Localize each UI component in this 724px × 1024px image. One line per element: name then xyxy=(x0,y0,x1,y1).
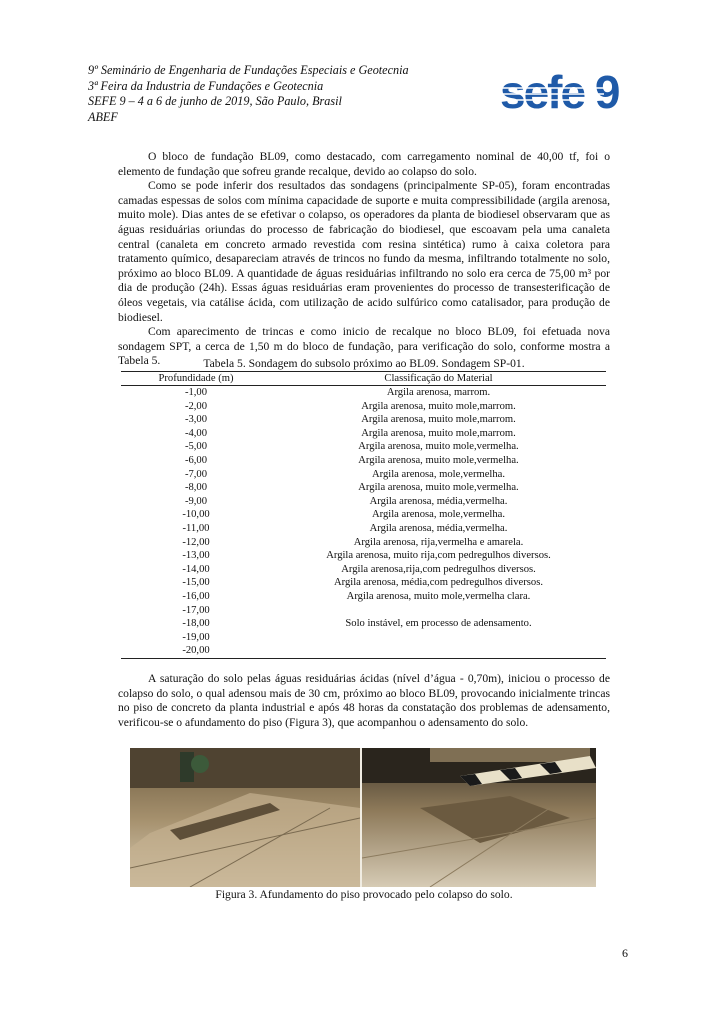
classification-cell xyxy=(271,631,606,645)
figure-caption: Figura 3. Afundamento do piso provocado pelo colapso do solo. xyxy=(215,888,513,901)
header-event-date: SEFE 9 – 4 a 6 de junho de 2019, São Paulo, Brasil xyxy=(88,94,342,108)
depth-cell: -17,00 xyxy=(182,604,210,616)
soil-table xyxy=(121,371,606,659)
depth-cell: -12,00 xyxy=(182,536,210,548)
classification-cell: Solo instável, em processo de adensamento. xyxy=(345,618,532,630)
depth-cell: -14,00 xyxy=(182,563,210,575)
classification-cell: Argila arenosa, muito mole,marrom. xyxy=(361,400,516,412)
depth-cell: -1,00 xyxy=(184,387,208,398)
table-row xyxy=(121,644,606,658)
depth-cell: -18,00 xyxy=(182,618,210,630)
depth-cell: -3,00 xyxy=(184,414,208,426)
table-5 xyxy=(118,357,610,659)
table-row xyxy=(121,590,606,604)
table-caption: Tabela 5. Sondagem do subsolo próximo ao BL09. Sondagem SP-01. xyxy=(203,357,525,370)
table-row xyxy=(121,549,606,563)
depth-cell: -6,00 xyxy=(184,454,208,466)
header-classification: Classificação do Material xyxy=(271,372,606,386)
header-fair: 3ª Feira da Industria de Fundações e Geotecnia xyxy=(88,78,324,93)
logo-text: sefe 9 xyxy=(500,66,619,118)
header-organization: ABEF xyxy=(88,109,118,124)
classification-cell xyxy=(271,644,606,658)
depth-cell: -5,00 xyxy=(184,441,208,453)
depth-cell: -10,00 xyxy=(182,509,210,521)
classification-cell: Argila arenosa, média,com pedregulhos diversos. xyxy=(334,577,543,589)
table-header-row xyxy=(121,372,606,386)
classification-cell: Argila arenosa, muito rija,com pedregulhos diversos. xyxy=(326,550,551,562)
paragraph-4: A saturação do solo pelas águas residuárias ácidas (nível d’água - 0,70m), iniciou o processo de colapso do solo, o qual adensou mais de 30 cm, próximo ao bloco BL09, provocando inicialmente trincas no piso de concreto da planta industrial e após 48 horas da constatação dos problemas de adensamento, verificou-se o afundamento do piso (Figura 3), que acompanhou o adensamento do solo. xyxy=(118,672,610,729)
depth-cell: -7,00 xyxy=(184,468,208,480)
classification-cell: Argila arenosa, muito mole,vermelha. xyxy=(358,454,519,466)
sefe9-logo xyxy=(500,64,648,126)
classification-cell: Argila arenosa, mole,vermelha. xyxy=(371,468,506,480)
table-row xyxy=(121,386,606,400)
depth-cell: -9,00 xyxy=(184,495,208,507)
paragraph-3: Com aparecimento de trincas e como inicio de recalque no bloco BL09, foi efetuada nova sondagem SPT, a cerca de 1,50 m do bloco de fundação, para verificação do solo, conforme mostra a Tabela 5. xyxy=(118,325,610,368)
classification-cell: Argila arenosa, muito mole,marrom. xyxy=(361,414,516,426)
body-paragraphs xyxy=(118,150,610,369)
depth-cell: -11,00 xyxy=(182,522,210,534)
depth-cell: -19,00 xyxy=(182,631,210,643)
table-row xyxy=(121,522,606,536)
classification-cell: Argila arenosa, muito mole,marrom. xyxy=(361,427,516,439)
depth-cell: -15,00 xyxy=(182,577,210,589)
table-row xyxy=(121,495,606,509)
figure-3-photo xyxy=(130,748,596,887)
classification-cell: Argila arenosa, muito mole,vermelha clara. xyxy=(346,590,531,602)
header-depth: Profundidade (m) xyxy=(121,372,271,386)
classification-cell: Argila arenosa, muito mole,vermelha. xyxy=(358,482,519,494)
depth-cell: -20,00 xyxy=(121,644,271,658)
table-row xyxy=(121,481,606,495)
table-row xyxy=(121,468,606,482)
page-number: 6 xyxy=(622,946,628,960)
classification-cell: Argila arenosa, muito mole,vermelha. xyxy=(358,441,519,453)
header-seminar: 9º Seminário de Engenharia de Fundações Especiais e Geotecnia xyxy=(88,63,409,77)
depth-cell: -4,00 xyxy=(184,427,208,439)
table-row xyxy=(121,631,606,645)
table-row xyxy=(121,536,606,550)
table-row xyxy=(121,413,606,427)
body-paragraph-after-table xyxy=(118,672,610,730)
classification-cell: Argila arenosa, mole,vermelha. xyxy=(371,509,506,521)
table-row xyxy=(121,454,606,468)
classification-cell: Argila arenosa, rija,vermelha e amarela. xyxy=(353,536,524,548)
table-row xyxy=(121,440,606,454)
table-row xyxy=(121,563,606,577)
classification-cell xyxy=(271,604,606,618)
classification-cell: Argila arenosa, média,vermelha. xyxy=(369,522,508,534)
table-row xyxy=(121,400,606,414)
classification-cell: Argila arenosa, média,vermelha. xyxy=(369,495,508,507)
depth-cell: -13,00 xyxy=(182,550,210,562)
paragraph-2: Como se pode inferir dos resultados das sondagens (principalmente SP-05), foram encontradas camadas espessas de solos com mínima capacidade de suporte e muita compressibilidade (argila arenosa, muito mole). Dias antes de se efetivar o colapso, os operadores da planta de biodiesel observaram que as águas residuárias oriundas do processo de fabricação do biodiesel, que escoavam pela uma canaleta central (canaleta em concreto armado revestida com resina sintética) rumo à caixa coletora para tratamento químico, desapareciam através de trincos no fundo da mesma, infiltrando totalmente no solo, próximo ao bloco BL09. A quantidade de águas residuárias infiltrando no solo era cerca de 75,00 m³ por dia de produção (24h). Essas águas residuárias eram provenientes do processo de transesterificação de óleos vegetais, via catálise ácida, com utilização de acido sulfúrico como catalisador, para produção de biodiesel. xyxy=(118,179,610,324)
paragraph-1: O bloco de fundação BL09, como destacado, com carregamento nominal de 40,00 tf, foi o elemento de fundação que sofreu grande recalque, devido ao colapso do solo. xyxy=(118,150,610,178)
classification-cell: Argila arenosa, marrom. xyxy=(386,387,491,398)
depth-cell: -2,00 xyxy=(184,400,208,412)
table-row xyxy=(121,617,606,631)
depth-cell: -8,00 xyxy=(184,482,208,494)
classification-cell: Argila arenosa,rija,com pedregulhos diversos. xyxy=(341,563,536,575)
depth-cell: -16,00 xyxy=(182,590,210,602)
table-row xyxy=(121,427,606,441)
page-header xyxy=(88,63,409,125)
table-row xyxy=(121,508,606,522)
table-row xyxy=(121,604,606,618)
table-row xyxy=(121,576,606,590)
